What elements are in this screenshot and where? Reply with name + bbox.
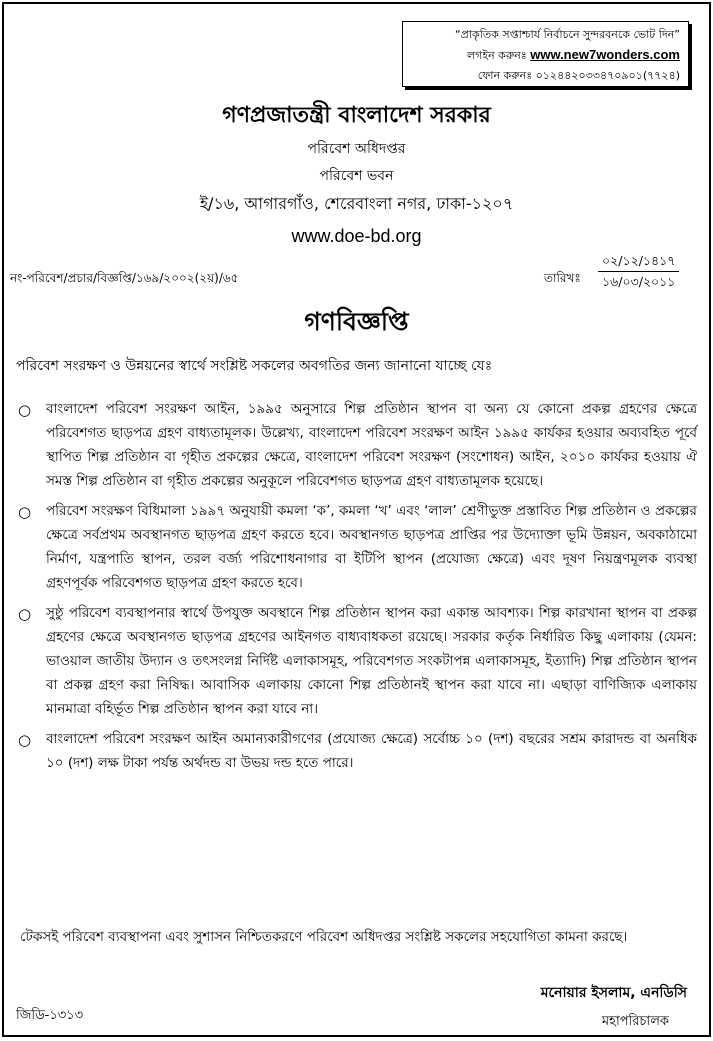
list-item — [18, 499, 697, 595]
promo-slogan: “প্রাকৃতিক সপ্তাশ্চার্য নির্বাচনে সুন্দরবনকে ভোট দিন” — [454, 28, 680, 41]
promo-phone-number: ০১২৪৪২০৩৩৪৭০৯০১(৭৭২৪) — [535, 69, 680, 82]
list-item-text: সুষ্ঠু পরিবেশ ব্যবস্থাপনার স্বার্থে উপযুক্ত অবস্থানে শিল্প প্রতিষ্ঠান স্থাপন করা একান্ত আবশ্যক। শিল্প কারখানা স্থাপন বা প্রকল্প গ্রহণের ক্ষেত্রে অবস্থানগত ছাড়পত্র গ্রহণের আইনগত বাধ্যবাধকতা রয়েছে। সরকার কর্তৃক নির্ধারিত কিছু এলাকায় (যেমন: ভাওয়াল জাতীয় উদ্যান ও তৎসংলগ্ন নির্দিষ্ট এলাকাসমূহ, পরিবেশগত সংকটাপন্ন এলাকাসমূহ, ইত্যাদি) শিল্প প্রতিষ্ঠান স্থাপন বা প্রকল্প গ্রহণ করা নিষিদ্ধ। আবাসিক এলাকায় কোনো শিল্প প্রতিষ্ঠানই স্থাপন করা যাবে না। এছাড়া বাণিজ্যিক এলাকায় মানমাত্রা বহির্ভূত শিল্প প্রতিষ্ঠান স্থাপন করা যাবে না। — [46, 605, 697, 717]
circle-bullet-icon: ○ — [18, 605, 32, 623]
promo-box — [402, 21, 689, 87]
date-label: তারিখঃ — [544, 271, 581, 285]
gd-number: জিডি-১৩১৩ — [16, 1008, 84, 1023]
office-address: ই/১৬, আগারগাঁও, শেরেবাংলা নগর, ঢাকা-১২০৭ — [199, 194, 514, 213]
signatory-title: মহাপরিচালক — [601, 1014, 669, 1029]
website-link[interactable]: www.doe-bd.org — [291, 226, 422, 246]
date-block — [598, 251, 679, 292]
list-item — [18, 727, 697, 775]
date-bangla: ০২/১২/১৪১৭ — [598, 251, 679, 272]
notice-items — [18, 397, 697, 781]
list-item-text: পরিবেশ সংরক্ষণ বিধিমালা ১৯৯৭ অনুযায়ী কমলা ‘ক’, কমলা ‘খ’ এবং ‘লাল’ শ্রেণীভুক্ত প্রস্তাবিত শিল্প প্রতিষ্ঠান ও প্রকল্পের ক্ষেত্রে সর্বপ্রথম অবস্থানগত ছাড়পত্র গ্রহণ করতে হবে। অবস্থানগত ছাড়পত্র প্রাপ্তির পর উদ্যোক্তা ভূমি উন্নয়ন, অবকাঠামো নির্মাণ, যন্ত্রপাতি স্থাপন, তরল বর্জ্য পরিশোধনাগার বা ইটিপি স্থাপন (প্রযোজ্য ক্ষেত্রে) এবং দূষণ নিয়ন্ত্রণমূলক ব্যবস্থা গ্রহণপূর্বক পরিবেশগত ছাড়পত্র গ্রহণ করতে হবে। — [46, 503, 697, 591]
promo-login-line — [411, 45, 680, 66]
notice-page — [2, 2, 711, 1037]
list-item — [18, 397, 697, 493]
list-item-text: বাংলাদেশ পরিবেশ সংরক্ষণ আইন, ১৯৯৫ অনুসারে শিল্প প্রতিষ্ঠান স্থাপন বা অন্য যে কোনো প্রকল্প গ্রহণের ক্ষেত্রে পরিবেশগত ছাড়পত্র গ্রহণ বাধ্যতামূলক। উল্লেখ্য, বাংলাদেশ পরিবেশ সংরক্ষণ আইন ১৯৯৫ কার্যকর হওয়ার অব্যবহিত পূর্বে স্থাপিত শিল্প প্রতিষ্ঠান বা গৃহীত প্রকল্পের ক্ষেত্রে, বাংলাদেশ পরিবেশ সংরক্ষণ (সংশোধন) আইন, ২০১০ কার্যকর হওয়ায় ঐ সমস্ত শিল্প প্রতিষ্ঠান বা গৃহীত প্রকল্পের অনুকূলে পরিবেশগত ছাড়পত্র গ্রহণ বাধ্যতামূলক হয়েছে। — [46, 401, 697, 489]
date-english: ১৬/০৩/২০১১ — [602, 274, 676, 289]
closing-paragraph: টেকসই পরিবেশ ব্যবস্থাপনা এবং সুশাসন নিশ্চিতকরণে পরিবেশ অধিদপ্তর সংশ্লিষ্ট সকলের সহযোগিতা কামনা করছে। — [20, 929, 628, 945]
department-name: পরিবেশ অধিদপ্তর — [307, 141, 406, 157]
list-item-text: বাংলাদেশ পরিবেশ সংরক্ষণ আইন অমান্যকারীগণের (প্রযোজ্য ক্ষেত্রে) সর্বোচ্চ ১০ (দশ) বছরের সশ্রম কারাদন্ড বা অনধিক ১০ (দশ) লক্ষ টাকা পর্যন্ত অর্থদন্ড বা উভয় দন্ড হতে পারে। — [46, 731, 697, 771]
notice-title: গণবিজ্ঞপ্তি — [304, 307, 409, 336]
list-item — [18, 601, 697, 721]
circle-bullet-icon: ○ — [18, 503, 32, 521]
signatory-name: মনোয়ার ইসলাম, এনডিসি — [540, 985, 687, 1001]
promo-phone-line — [411, 66, 680, 86]
circle-bullet-icon: ○ — [18, 401, 32, 419]
promo-login-label: লগইন করুনঃ — [466, 49, 527, 62]
promo-phone-label: ফোন করুনঃ — [477, 69, 533, 82]
circle-bullet-icon: ○ — [18, 731, 32, 749]
reference-number: নং-পরিবেশ/প্রচার/বিজ্ঞপ্তি/১৬৯/২০০২(২য়)/৬৫ — [10, 271, 239, 285]
building-name: পরিবেশ ভবন — [319, 168, 394, 184]
notice-intro: পরিবেশ সংরক্ষণ ও উন্নয়নের স্বার্থে সংশ্লিষ্ট সকলের অবগতির জন্য জানানো যাচ্ছে যেঃ — [16, 358, 493, 374]
promo-login-link[interactable]: www.new7wonders.com — [530, 47, 680, 62]
government-title: গণপ্রজাতন্ত্রী বাংলাদেশ সরকার — [222, 103, 491, 128]
